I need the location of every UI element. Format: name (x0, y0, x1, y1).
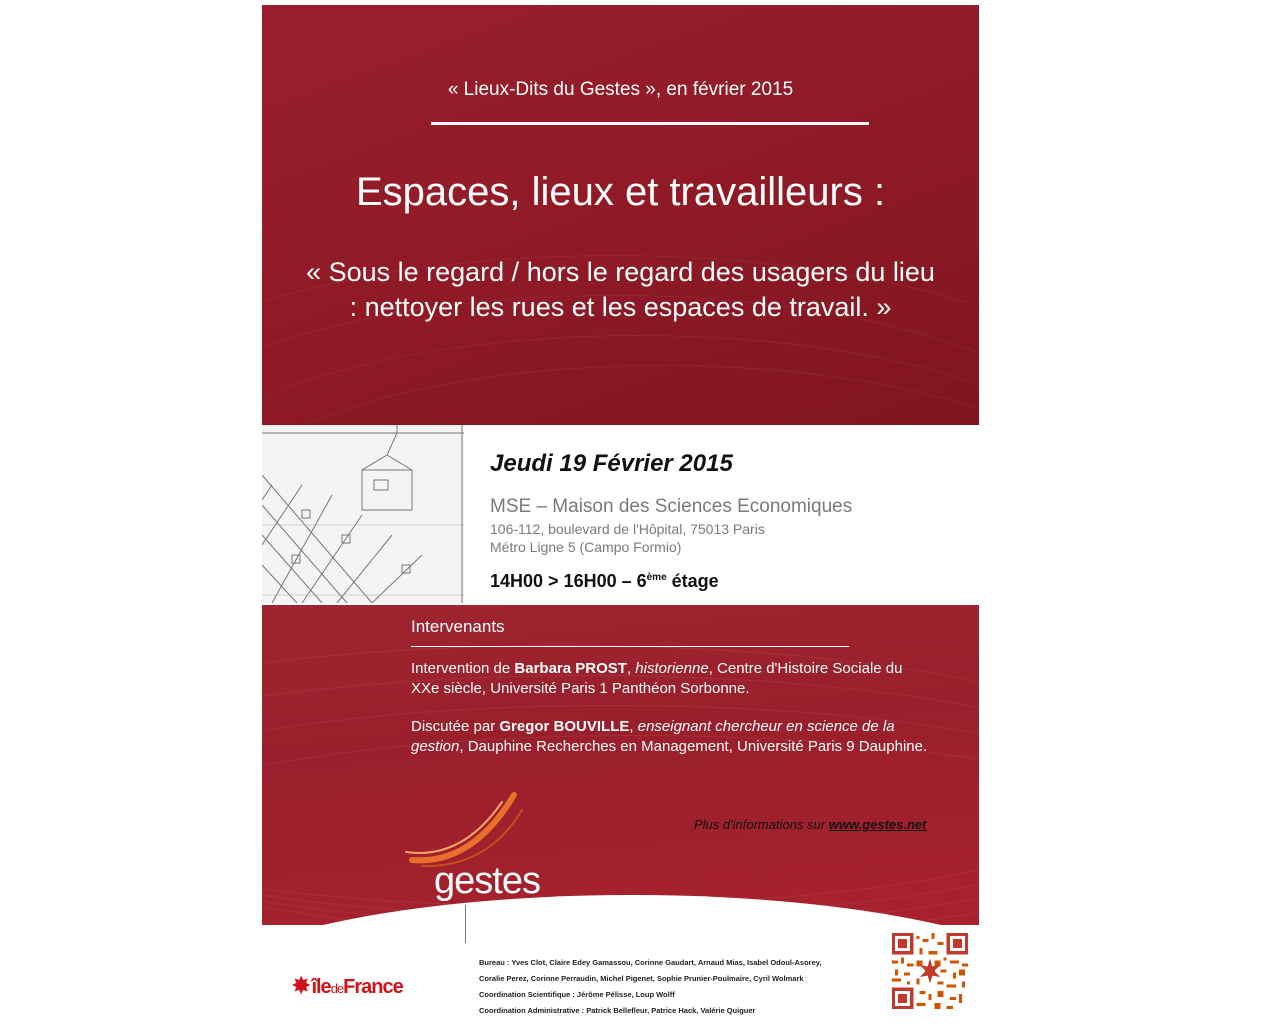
intervention-text (411, 659, 931, 698)
discussant-prefix: Discutée par (411, 718, 500, 735)
discussant-affiliation: , Dauphine Recherches en Management, Université Paris 9 Dauphine. (459, 737, 928, 755)
speakers-heading: Intervenants (411, 617, 505, 636)
more-info (694, 817, 927, 832)
idf-de: de (330, 981, 344, 996)
event-poster (262, 5, 979, 1028)
speaker-name: Barbara PROST (514, 660, 627, 677)
office-maze-sketch-illustration (262, 425, 464, 603)
discussant-text (411, 717, 931, 756)
series-title: « Lieux-Dits du Gestes », en février 2015 (447, 79, 794, 100)
metro-line: Métro Ligne 5 (Campo Formio) (490, 539, 682, 555)
logo-tagline (466, 905, 666, 929)
tagline-line1: Groupe d'études sur le travail (472, 905, 606, 916)
iledefrance-logo (292, 973, 403, 999)
venue-name: MSE – Maison des Sciences Economiques (490, 496, 853, 517)
time-range: 14H00 > 16H00 – 6 (490, 571, 647, 591)
gestes-logo-text: gestes (434, 860, 540, 902)
idf-france: France (343, 976, 403, 998)
gestes-arc-logo (402, 790, 532, 870)
tagline-line2: et la souffrance au travail (472, 917, 578, 928)
talk-subtitle: « Sous le regard / hors le regard des usagers du lieu : nettoyer les rues et les espaces de travail. » (306, 257, 935, 322)
website-link[interactable]: www.gestes.net (828, 817, 927, 832)
intervention-prefix: Intervention de (411, 660, 515, 677)
credits-scientific: Coordination Scientifique : Jérôme Pélisse, Loup Wolff (479, 990, 675, 999)
speaker-affiliation: , Centre d'Histoire Sociale du XXe siècle, Université Paris 1 Panthéon Sorbonne. (411, 660, 903, 697)
discussant-sep: , (629, 718, 638, 735)
speakers-divider (411, 646, 849, 647)
idf-ile: île (311, 976, 331, 998)
qr-code-icon[interactable] (892, 933, 968, 1009)
title-divider (431, 122, 869, 125)
speakers-section (262, 605, 979, 925)
event-info (262, 425, 979, 605)
discussant-role: enseignant chercheur en science de la gestion (411, 718, 895, 755)
venue-address (490, 520, 765, 556)
event-time (490, 571, 719, 592)
more-info-prefix: Plus d'informations sur (694, 817, 829, 832)
credits-bureau-1: Bureau : Yves Clot, Claire Edey Gamassou, Corinne Gaudart, Arnaud Mias, Isabel Odoul-Asorey, (479, 958, 822, 967)
address-line: 106-112, boulevard de l'Hôpital, 75013 Paris (490, 521, 765, 537)
page-title: Espaces, lieux et travailleurs : (355, 170, 886, 214)
floor-label: étage (666, 571, 719, 591)
credits (479, 955, 821, 1019)
event-date: Jeudi 19 Février 2015 (490, 450, 733, 477)
speaker-role: historienne (635, 660, 709, 677)
discussant-name: Gregor BOUVILLE (499, 718, 630, 735)
idf-star-icon: ✸ (292, 973, 310, 998)
credits-bureau-2: Coralie Perez, Corinne Perraudin, Michel Pigenet, Sophie Prunier-Poulmaire, Cyril Wolmark (479, 974, 804, 983)
header-banner (262, 5, 979, 425)
intervention-sep: , (626, 660, 636, 677)
credits-admin: Coordination Administrative : Patrick Bellefleur, Patrice Hack, Valérie Quiguer (479, 1006, 756, 1015)
floor-superscript: ème (646, 572, 667, 583)
